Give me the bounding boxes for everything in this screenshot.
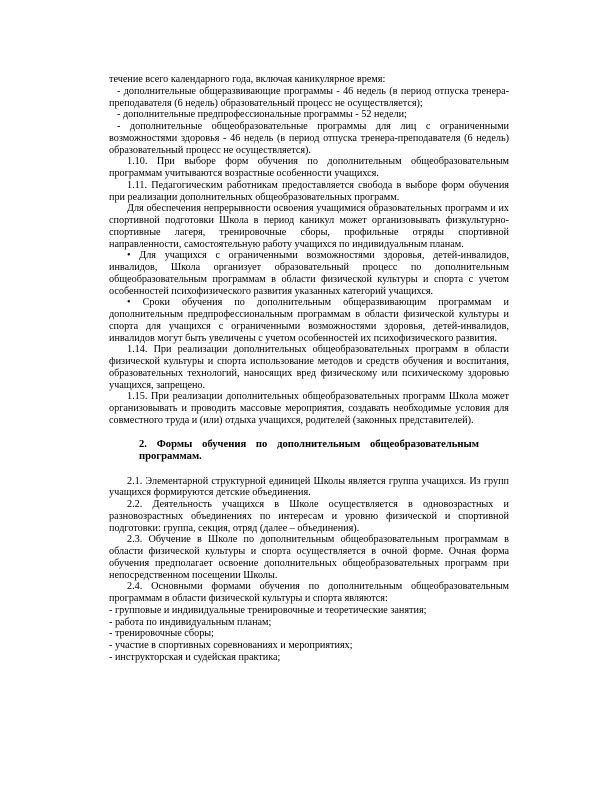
paragraph: течение всего календарного года, включая каникулярное время: [109,74,386,85]
list-item: - тренировочные сборы; [109,628,214,640]
paragraph: 2.4. Основными формами обучения по дополнительным общеобразовательным программам в области физической культуры и спорта являются: [109,581,509,604]
list-item: - участие в спортивных соревнованиях и мероприятиях; [109,640,353,651]
list-item: - работа по индивидуальным планам; [109,616,272,628]
paragraph: 2.1. Элементарной структурной единицей Школы является группа учащихся. Из групп учащихся формируются детские объединения. [109,475,509,499]
document-body [109,74,509,664]
paragraph: 1.10. При выборе форм обучения по дополнительным общеобразовательным программам учитываются возрастные особенности учащихся. [109,156,509,179]
bullet-paragraph: • Сроки обучения по дополнительным общеразвивающим программам и дополнительным предпрофессиональным программам в области физической культуры и спорта для учащихся с ограниченными возможностями здоровья, детей-инвалидов, инвалидов могут быть увеличены с учетом особенностей их психофизического развития. [109,297,509,344]
list-item: - групповые и индивидуальные тренировочные и теоретические занятия; [109,604,427,616]
paragraph: Для обеспечения непрерывности освоения учащимися образовательных программ и их спортивной подготовки Школа в период каникул может организовывать физкультурно-спортивные лагеря, тренировочные сборы, профильные отряды спортивной направленности, самостоятельную работу учащихся по индивидуальным планам. [109,203,509,250]
paragraph: - дополнительные предпрофессиональные программы - 52 недели; [117,109,407,121]
paragraph: - дополнительные общеобразовательные программы для лиц с ограниченными возможностями здоровья - 46 недель (в период отпуска тренера-преподавателя (6 недель) образовательный процесс не осуществляется). [109,121,509,156]
list-item: - инструкторская и судейская практика; [109,651,281,663]
paragraph: 1.14. При реализации дополнительных общеобразовательных программ в области физической культуры и спорта использование методов и средств обучения и воспитания, образовательных технологий, наносящих вред физическому или психическому здоровью учащихся, запрещено. [109,344,509,391]
paragraph: 2.3. Обучение в Школе по дополнительным общеобразовательным программам в области физической культуры и спорта осуществляется в очной форме. Очная форма обучения предполагает освоение дополнительных общеобразовательных программ при непосредственном посещении Школы. [109,534,509,581]
paragraph: - дополнительные общеразвивающие программы - 46 недель (в период отпуска тренера-преподавателя (6 недель) образовательный процесс не осуществляется); [109,85,509,109]
paragraph: 1.11. Педагогическим работникам предоставляется свобода в выборе форм обучения при реализации дополнительных общеобразовательных программ. [109,179,509,203]
paragraph: 2.2. Деятельность учащихся в Школе осуществляется в одновозрастных и разновозрастных объединениях по интересам и уровню физической и спортивной подготовки: группа, секция, отряд (далее – объединения). [109,499,509,534]
paragraph: 1.15. При реализации дополнительных общеобразовательных программ Школа может организовывать и проводить массовые мероприятия, создавать необходимые условия для совместного труда и (или) отдыха учащихся, родителей (законных представителей). [109,391,509,426]
section-heading: 2. Формы обучения по дополнительным общеобразовательным программам. [139,438,479,462]
bullet-paragraph: • Для учащихся с ограниченными возможностями здоровья, детей-инвалидов, инвалидов, Школа организует образовательный процесс по дополнительным общеобразовательным программам в области физической культуры и спорта с учетом особенностей психофизического развития указанных категорий учащихся. [109,250,509,297]
